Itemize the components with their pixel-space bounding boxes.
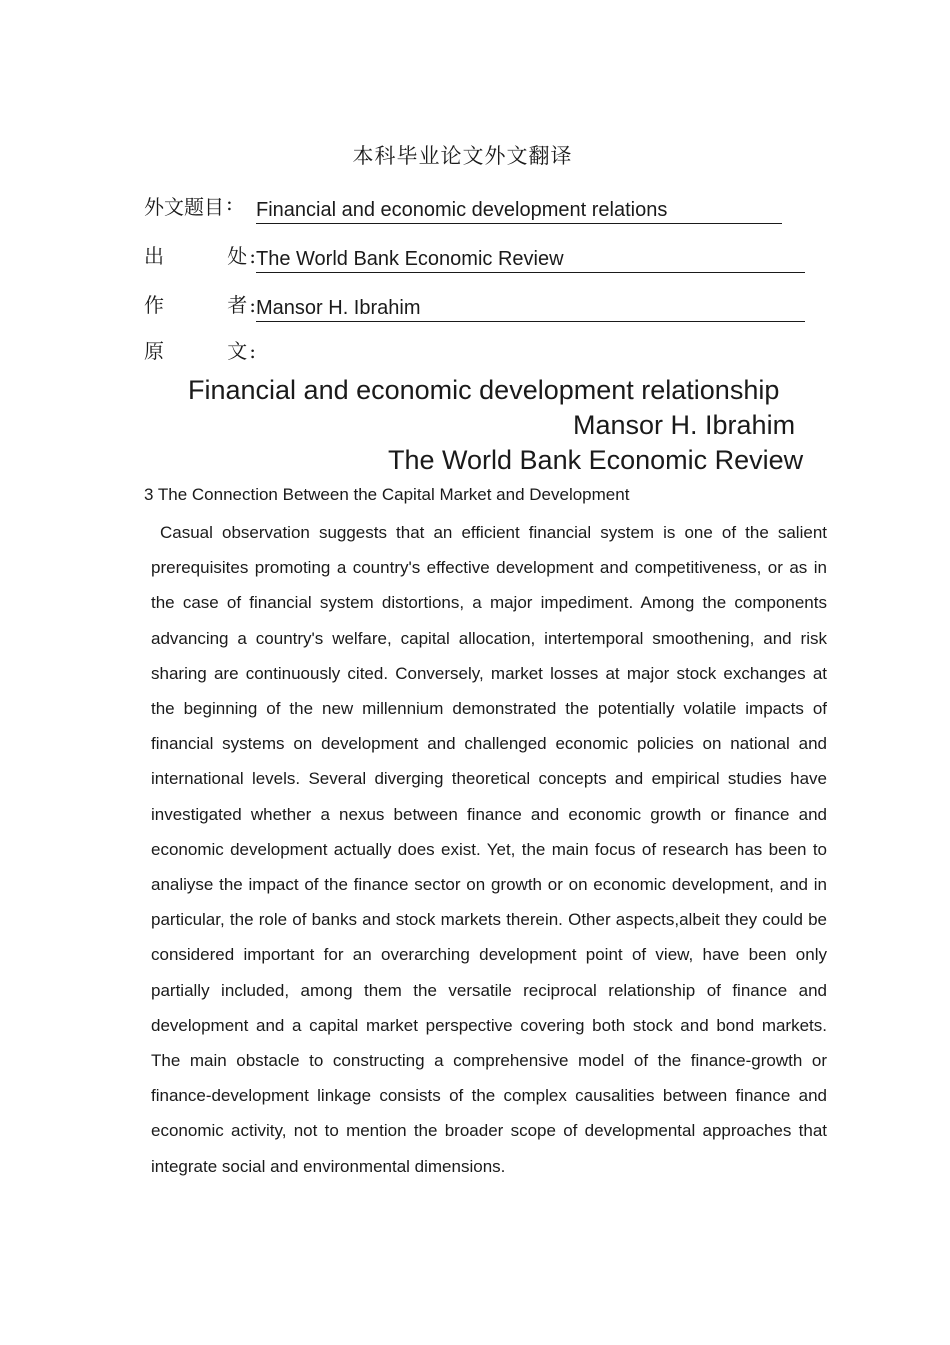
original-label-b-wrap (227, 335, 256, 364)
author-label-colon: : (249, 293, 256, 317)
page-title: 本科毕业论文外文翻译 (352, 144, 573, 168)
author-label-b-wrap (227, 289, 256, 318)
original-label-colon: : (249, 339, 256, 363)
document-title: Financial and economic development relationship (188, 375, 780, 405)
document-author: Mansor H. Ibrahim (573, 410, 796, 440)
subject-label-text: 外文题目 (144, 195, 224, 219)
source-label-colon: : (249, 244, 256, 268)
original-label-a: 原 (144, 339, 164, 363)
original-label (144, 335, 256, 368)
body-paragraph: Casual observation suggests that an efficient financial system is one of the salient prerequisites promoting a country's effective development and competitiveness, or as in the case of financial system distortions, a major impediment. Among the components advancing a country's welfare, capital allocation, intertemporal smoothening, and risk sharing are continuously cited. Conversely, market losses at major stock exchanges at the beginning of the new millennium demonstrated the potentially volatile impacts of financial systems on development and challenged economic policies on national and international levels. Several diverging theoretical concepts and empirical studies have investigated whether a nexus between finance and economic growth or finance and economic development actually does exist. Yet, the main focus of research has been to analiyse the impact of the finance sector on growth or on economic development, and in particular, the role of banks and stock markets therein. Other aspects,albeit they could be considered important for an overarching development point of view, have been only partially included, among them the versatile reciprocal relationship of finance and development and a capital market perspective covering both stock and bond markets. The main obstacle to constructing a comprehensive model of the finance-growth or finance-development linkage consists of the complex causalities between finance and economic activity, not to mention the broader scope of developmental approaches that integrate social and environmental dimensions. (151, 523, 827, 1176)
source-label (144, 240, 256, 273)
section-heading: 3 The Connection Between the Capital Market and Development (144, 485, 630, 504)
source-label-b: 处 (227, 244, 248, 268)
author-label (144, 289, 256, 322)
author-value: Mansor H. Ibrahim (256, 296, 805, 322)
meta-row-original (144, 336, 256, 368)
document-journal: The World Bank Economic Review (388, 445, 804, 475)
subject-label (144, 191, 256, 224)
source-value: The World Bank Economic Review (256, 247, 805, 273)
subject-label-colon: : (226, 191, 233, 215)
source-label-b-wrap (227, 240, 256, 269)
subject-value: Financial and economic development relations (256, 198, 782, 224)
meta-row-source (144, 241, 805, 273)
author-label-b: 者 (227, 293, 248, 317)
meta-row-author (144, 290, 805, 322)
source-label-a: 出 (144, 244, 164, 268)
meta-row-subject (144, 192, 782, 224)
author-label-a: 作 (144, 293, 164, 317)
original-label-b: 文 (227, 339, 248, 363)
